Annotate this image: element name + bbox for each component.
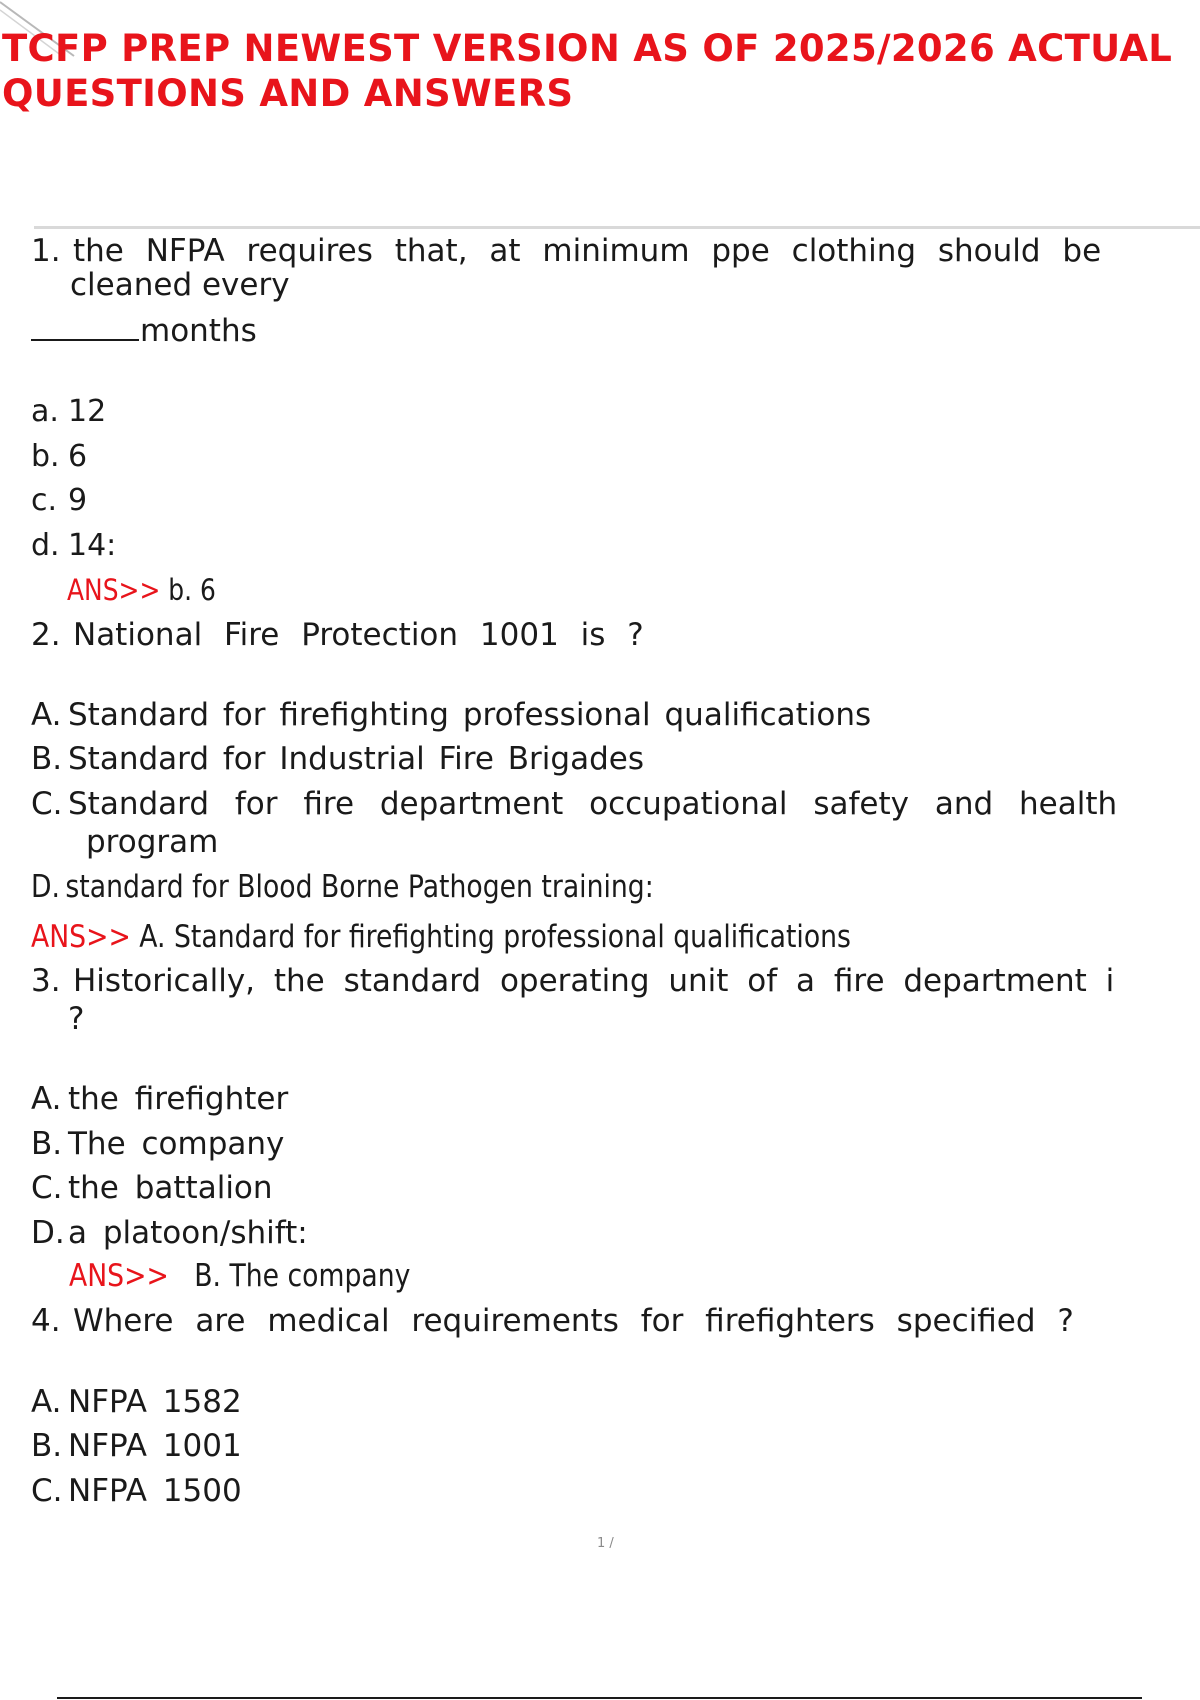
option-item [31, 394, 106, 430]
question-1 [31, 232, 1101, 304]
fill-in-blank [31, 313, 139, 341]
answer-line [31, 920, 984, 954]
option-item [31, 741, 644, 777]
question-3-line-1 [31, 962, 1114, 1000]
option-text: The company [68, 1126, 285, 1162]
option-item [31, 870, 755, 904]
answer-label: ANS>> [67, 573, 161, 607]
option-letter: C. [31, 1473, 63, 1509]
option-item [31, 1170, 273, 1206]
option-text: NFPA 1582 [68, 1384, 242, 1420]
question-1-text: the NFPA requires that, at minimum ppe clothing should be [73, 233, 1102, 269]
answer-text: B. The company [194, 1258, 411, 1294]
answer-text: b. 6 [168, 573, 216, 607]
option-text: NFPA 1500 [68, 1473, 242, 1509]
page-number: 1 / [597, 1536, 614, 1551]
question-4 [31, 1302, 1074, 1340]
option-item [31, 1428, 242, 1464]
answer-text: A. Standard for firefighting professional qualifications [139, 919, 851, 955]
question-4-text: Where are medical requirements for firefighters specified ? [73, 1303, 1074, 1339]
option-text: 12 [68, 394, 107, 429]
option-letter: A. [31, 1384, 62, 1420]
option-continuation: program [86, 824, 219, 860]
question-4-number: 4. [31, 1303, 61, 1339]
footer-divider [57, 1697, 1142, 1699]
question-3-number: 3. [31, 963, 61, 999]
option-item [31, 483, 87, 519]
answer-line [69, 1259, 466, 1293]
option-letter: a. [31, 394, 59, 429]
question-2-text: National Fire Protection 1001 is ? [73, 617, 644, 653]
option-text: 6 [68, 439, 88, 474]
question-1-after-blank: months [140, 313, 257, 349]
option-letter: B. [31, 741, 63, 777]
question-1-blank-line [31, 312, 257, 350]
question-1-number: 1. [31, 233, 61, 269]
option-item [31, 439, 87, 475]
option-item [31, 786, 1117, 822]
option-text: the battalion [68, 1170, 273, 1206]
question-1-line-1 [31, 232, 1101, 270]
answer-label: ANS>> [69, 1258, 169, 1294]
option-letter: D. [31, 1215, 65, 1251]
option-letter: c. [31, 483, 58, 518]
answer-line [67, 573, 240, 607]
option-text: Standard for fire department occupational safety and health [68, 786, 1118, 822]
option-letter: D. [31, 869, 61, 905]
option-item [31, 1215, 308, 1251]
option-text: standard for Blood Borne Pathogen training: [65, 869, 654, 905]
option-letter: B. [31, 1126, 63, 1162]
section-divider [34, 226, 1200, 229]
option-letter: B. [31, 1428, 63, 1464]
option-item [31, 697, 871, 733]
option-text: 14: [68, 528, 117, 563]
question-2-number: 2. [31, 617, 61, 653]
option-item [31, 528, 116, 564]
option-letter: d. [31, 528, 60, 563]
document-title: TCFP PREP NEWEST VERSION AS OF 2025/2026 ACTUAL QUESTIONS AND ANSWERS [2, 27, 1173, 115]
option-letter: C. [31, 786, 63, 822]
answer-label: ANS>> [31, 919, 131, 955]
option-item [31, 1126, 284, 1162]
question-3-text: Historically, the standard operating unit of a fire department i [73, 963, 1115, 999]
option-letter: A. [31, 697, 62, 733]
question-1-line-2: cleaned every [70, 267, 290, 303]
option-letter: b. [31, 439, 60, 474]
option-text: the firefighter [68, 1081, 289, 1117]
question-3-line-2: ? [68, 1001, 85, 1037]
option-item [31, 1473, 242, 1509]
option-letter: A. [31, 1081, 62, 1117]
option-item [31, 1384, 242, 1420]
option-letter: C. [31, 1170, 63, 1206]
option-text: Standard for Industrial Fire Brigades [68, 741, 644, 777]
option-text: Standard for firefighting professional qualifications [68, 697, 872, 733]
option-text: a platoon/shift: [68, 1215, 308, 1251]
option-item [31, 1081, 288, 1117]
option-text: 9 [68, 483, 88, 518]
option-text: NFPA 1001 [68, 1428, 242, 1464]
question-2 [31, 616, 644, 654]
question-3 [31, 962, 1114, 1038]
